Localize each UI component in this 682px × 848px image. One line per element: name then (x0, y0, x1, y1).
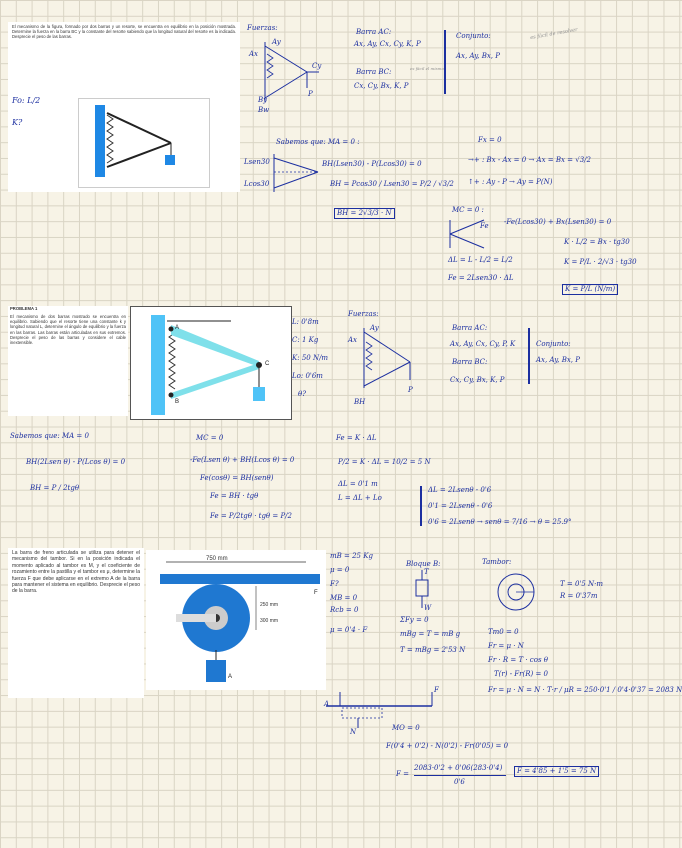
problem2-label-a: A (175, 325, 180, 331)
note-given-rb: Rcb = 0 (330, 606, 359, 614)
note-tambor-eq3: Fr · R = T · cos θ (488, 656, 548, 664)
note-f-eq-den: 0'6 (454, 778, 465, 786)
note-side-remark2: es fácil el mismo (410, 66, 444, 71)
note-mid3-sys1: ΔL = 2Lsenθ - 0'6 (428, 486, 492, 494)
note-mo: MO = 0 (392, 724, 420, 732)
note-mid3-mc-eq1: -Fe(Lsen θ) + BH(Lcos θ) = 0 (190, 456, 295, 464)
note-given-mb: MB = 0 (330, 594, 358, 602)
problem2-figure (130, 306, 292, 420)
note-brace-mid3 (420, 486, 422, 526)
problem3-block (8, 548, 144, 698)
note-barra-ac: Barra AC: (356, 28, 392, 36)
note-brace-top (444, 30, 446, 94)
problem3-label-f: F (314, 590, 318, 596)
note-fe: Fe = 2Lsen30 · ΔL (448, 274, 514, 282)
beam-fbd-sketch (322, 690, 442, 730)
note-barra-ac-vars: Ax, Ay, Cx, Cy, K, P (354, 40, 421, 48)
note-f-eq-fraction-line (414, 775, 506, 776)
note-mid3-sys3: 0'6 = 2Lsenθ → senθ = 7/16 → θ = 25.9° (428, 518, 572, 526)
note-lsen-label: Lsen30 (244, 158, 270, 166)
note-mid3-mc-eq4: Fe = P/2tgθ · tgθ = P/2 (210, 512, 292, 520)
note-beam-n: N (350, 728, 357, 736)
note-dl: ΔL = L - L/2 = L/2 (448, 256, 513, 264)
problem2-heading: PROBLEMA 1 (10, 306, 38, 311)
note-p-2: P (408, 386, 413, 394)
note-tambor-eq1: Tm0 = 0 (488, 628, 519, 636)
block-fbd-sketch (408, 568, 438, 618)
problem1-statement: El mecanismo de la figura, formado por dos barras y un resorte, se encuentra en equilibrio en la posición mostrada. Determine la fuerza en la barra BC y la constante del resorte sabiendo que la longitud natural del resorte es la indicada. Desprecie el peso de las barras. (12, 24, 236, 40)
note-mid3-sys2: 0'1 = 2Lsenθ - 0'6 (428, 502, 493, 510)
problem3-dim4: 300 mm (260, 618, 279, 624)
problem1-block (8, 22, 240, 192)
note-k-eq1: K · L/2 = Bx · tg30 (564, 238, 630, 246)
problem1-given: Fo: L/2 (12, 96, 41, 105)
note-given-mu2: μ = 0'4 · F (330, 626, 368, 634)
note-mid3-l: L = ΔL + Lo (338, 494, 382, 502)
note-mid3-mc-eq3: Fe = BH · tgθ (210, 492, 259, 500)
note-barra-bc-2: Barra BC: (452, 358, 488, 366)
note-mc: MC = 0 : (452, 206, 484, 214)
note-fy0: ΣFy = 0 (400, 616, 429, 624)
problem2-block (8, 306, 128, 416)
problem2-diagram (131, 307, 291, 419)
problem1-figure (78, 98, 210, 188)
note-mid3-fe-eq1: P/2 = K · ΔL = 10/2 = 5 N (338, 458, 431, 466)
note-given-m: mB = 25 Kg (330, 552, 373, 560)
note-conjunto: Conjunto: (456, 32, 491, 40)
note-given-f: F? (330, 580, 339, 588)
note-eq-bh2: BH = Pcos30 / Lsen30 = P/2 / √3/2 (330, 180, 454, 188)
note-p-top: P (308, 90, 313, 98)
note-conjunto-vars: Ax, Ay, Bx, P (456, 52, 500, 60)
note-given-c: C: 1 Kg (292, 336, 319, 344)
note-mo-eq: F(0'4 + 0'2) - N(0'2) - Fr(0'05) = 0 (386, 742, 509, 750)
note-barra-bc: Barra BC: (356, 68, 392, 76)
note-fuerzas-label: Fuerzas: (247, 24, 278, 32)
note-barra-bc-vars: Cx, Cy, Bx, K, P (354, 82, 409, 90)
problem1-diagram (79, 99, 209, 187)
note-eq-bh3: BH = 2√3/3 · N (334, 208, 395, 219)
problem2-label-c: C (265, 361, 270, 367)
note-given-q: θ? (298, 390, 306, 398)
note-k-eq2: K = P/L · 2/√3 · tg30 (564, 258, 637, 266)
note-t-res: T = mBg = 2'53 N (400, 646, 466, 654)
note-barra-ac-vars-2: Ax, Ay, Cx, Cy, P, K (450, 340, 516, 348)
fbd3-sketch (444, 214, 494, 254)
problem3-diagram (146, 550, 326, 690)
note-t-val: T = 0'5 N·m (560, 580, 604, 588)
fbd4-sketch (348, 322, 428, 402)
note-mid3-eq1: BH(2Lsen θ) - P(Lcos θ) = 0 (26, 458, 126, 466)
note-fx0: Fx = 0 (478, 136, 502, 144)
note-lcos-label: Lcos30 (244, 180, 270, 188)
note-bw-2: BH (354, 398, 366, 406)
note-mid3-mc-eq2: Fe(cosθ) = BH(senθ) (200, 474, 274, 482)
problem1-given2: K? (12, 118, 23, 127)
problem2-label-b: B (175, 399, 180, 405)
note-mc-eq: -Fe(Lcos30) + Bx(Lsen30) = 0 (504, 218, 612, 226)
note-tambor-eq5: Fr = μ · N = N · T·r / μR = 250·0'1 / 0'4·0'37 = 2083 N (488, 686, 682, 694)
note-f-eq-res: F = 4'85 + 1'5 = 75 N (514, 766, 599, 777)
note-f-eq-label: F = (396, 770, 409, 778)
note-sabemos-2: Sabemos que: MA = 0 (10, 432, 89, 440)
note-given-k: K: 50 N/m (292, 354, 329, 362)
note-k-box: K = P/L (N/m) (562, 284, 618, 295)
problem3-label-a: A (228, 674, 233, 680)
note-fx-eq: →+ : Bx - Ax = 0 → Ax = Bx = √3/2 (468, 156, 591, 164)
note-barra-bc-vars-2: Cx, Cy, Bx, K, P (450, 376, 505, 384)
note-t-eq: mBg = T = mB g (400, 630, 461, 638)
note-ay-2: Ay (370, 324, 379, 332)
note-beam-a: A (324, 700, 330, 708)
note-f-eq-num: 2083·0'2 + 0'06(283·0'4) (414, 764, 503, 772)
note-cy: Cy (312, 62, 322, 70)
problem3-figure (146, 550, 326, 690)
note-fy-eq: ↑+ : Ay - P → Ay = P(N) (468, 178, 553, 186)
note-conjunto-vars-2: Ax, Ay, Bx, P (536, 356, 580, 364)
note-conjunto-2: Conjunto: (536, 340, 571, 348)
note-given-lo: Lo: 0'6m (292, 372, 323, 380)
note-fe-label: Fe (480, 222, 489, 230)
note-by: By (258, 96, 268, 104)
problem2-statement: El mecanismo de dos barras mostrado se encuentra en equilibrio. Sabiendo que el resorte tiene una constante k y longitud natural L, determine el ángulo de equilibrio y la fuerza en las barras. Las barras están articuladas en sus extremos. Desprecie el peso de las barras y considere el cable inextensible. (10, 314, 126, 346)
note-beam-f: F (434, 686, 439, 694)
note-tambor-eq4: T(r) - Fr(R) = 0 (494, 670, 548, 678)
note-w-label: W (424, 604, 432, 612)
problem3-dim3: 250 mm (260, 602, 279, 608)
note-brace-mid (528, 328, 530, 384)
note-side-remark: es fácil de resolver (529, 26, 579, 42)
note-given-mu: μ = 0 (330, 566, 350, 574)
note-mid3-fe: Fe = K · ΔL (336, 434, 377, 442)
note-ax: Ax (249, 50, 259, 58)
note-tambor-eq2: Fr = μ · N (488, 642, 524, 650)
note-r-val: R = 0'37m (560, 592, 598, 600)
note-ax-2: Ax (348, 336, 358, 344)
note-mid3-mc: MC = 0 (196, 434, 224, 442)
note-eq-bh1: BH(Lsen30) - P(Lcos30) = 0 (322, 160, 422, 168)
note-t-label: T (424, 568, 429, 576)
note-bloque: Bloque B: (406, 560, 441, 568)
note-tambor: Tambor: (482, 558, 512, 566)
fbd2-sketch (268, 150, 338, 200)
problem3-statement: La barra de freno articulada se utiliza para detener el mecanismo del tambor. Si en la posición indicada el momento aplicado al tambor es M, y el coeficiente de rozamiento entre la pastilla y el tambor es μ, determine la fuerza F que debe aplicarse en el extremo A de la barra para mantener el sistema en equilibrio. Desprecie el peso de la barra. (12, 550, 140, 595)
note-mid3-eq2: BH = P / 2tgθ (30, 484, 80, 492)
note-mid3-dl: ΔL = 0'1 m (338, 480, 378, 488)
note-bw: Bw (258, 106, 270, 114)
drum-fbd-sketch (494, 568, 544, 618)
note-given-l: L: 0'8m (292, 318, 319, 326)
note-fuerzas-2: Fuerzas: (348, 310, 379, 318)
note-ay: Ay (272, 38, 281, 46)
note-sabemos-1: Sabemos que: MA = 0 : (276, 138, 360, 146)
problem3-dim1: 750 mm (206, 556, 228, 562)
note-barra-ac-2: Barra AC: (452, 324, 488, 332)
